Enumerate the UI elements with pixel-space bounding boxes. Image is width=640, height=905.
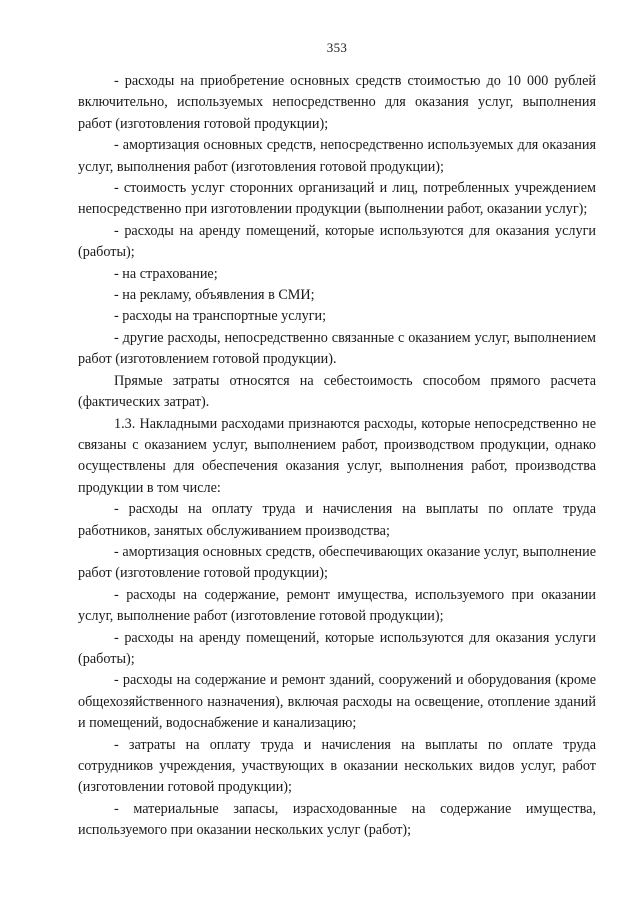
paragraph-direct-cost-advertising: - на рекламу, объявления в СМИ; xyxy=(114,287,315,304)
paragraph-overhead-rent: - расходы на аренду помещений, которые используются для оказания услуги (работы); xyxy=(78,629,596,667)
paragraph-direct-cost-insurance: - на страхование; xyxy=(114,265,218,282)
document-body xyxy=(78,71,596,842)
paragraph-section-1-3: 1.3. Накладными расходами признаются расходы, которые непосредственно не связаны с оказанием услуг, выполнением работ, производством продукции, однако осуществлены для обеспечения оказания услуг, выполнения работ, производства продукции в том числе: xyxy=(78,415,596,496)
paragraph-overhead-depreciation: - амортизация основных средств, обеспечивающих оказание услуг, выполнение работ (изготовление готовой продукции); xyxy=(78,543,596,582)
paragraph-overhead-materials: - материальные запасы, израсходованные на содержание имущества, используемого при оказании нескольких услуг (работ); xyxy=(78,800,596,839)
paragraph-direct-cost-depreciation: - амортизация основных средств, непосредственно используемых для оказания услуг, выполнения работ (изготовления готовой продукции); xyxy=(78,137,596,175)
paragraph-overhead-maintenance: - расходы на содержание, ремонт имущества, используемого при оказании услуг, выполнение работ (изготовление готовой продукции); xyxy=(78,586,596,625)
paragraph-overhead-buildings: - расходы на содержание и ремонт зданий, сооружений и оборудования (кроме общехозяйственного назначения), включая расходы на освещение, отопление зданий и помещений, водоснабжение и канализацию; xyxy=(78,672,596,732)
paragraph-direct-cost-rent: - расходы на аренду помещений, которые используются для оказания услуги (работы); xyxy=(78,222,596,261)
paragraph-overhead-staff-pay: - затраты на оплату труда и начисления на выплаты по оплате труда сотрудников учреждения, участвующих в оказании нескольких видов услуг, работ (изготовлении готовой продукции); xyxy=(78,736,596,796)
paragraph-direct-cost-other: - другие расходы, непосредственно связанные с оказанием услуг, выполнением работ (изготовлением готовой продукции). xyxy=(78,329,596,368)
paragraph-direct-cost-summary: Прямые затраты относятся на себестоимость способом прямого расчета (фактических затрат). xyxy=(78,372,596,411)
page-number: 353 xyxy=(326,40,348,55)
paragraph-direct-cost-third-party-services: - стоимость услуг сторонних организаций и лиц, потребленных учреждением непосредственно при изготовлении продукции (выполнении работ, оказании услуг); xyxy=(78,180,596,218)
paragraph-overhead-labor: - расходы на оплату труда и начисления на выплаты по оплате труда работников, занятых обслуживанием производства; xyxy=(78,501,596,539)
paragraph-direct-cost-fixed-assets: - расходы на приобретение основных средств стоимостью до 10 000 рублей включительно, используемых непосредственно для оказания услуг, выполнения работ (изготовления готовой продукции); xyxy=(78,73,596,132)
paragraph-direct-cost-transport: - расходы на транспортные услуги; xyxy=(114,308,327,325)
